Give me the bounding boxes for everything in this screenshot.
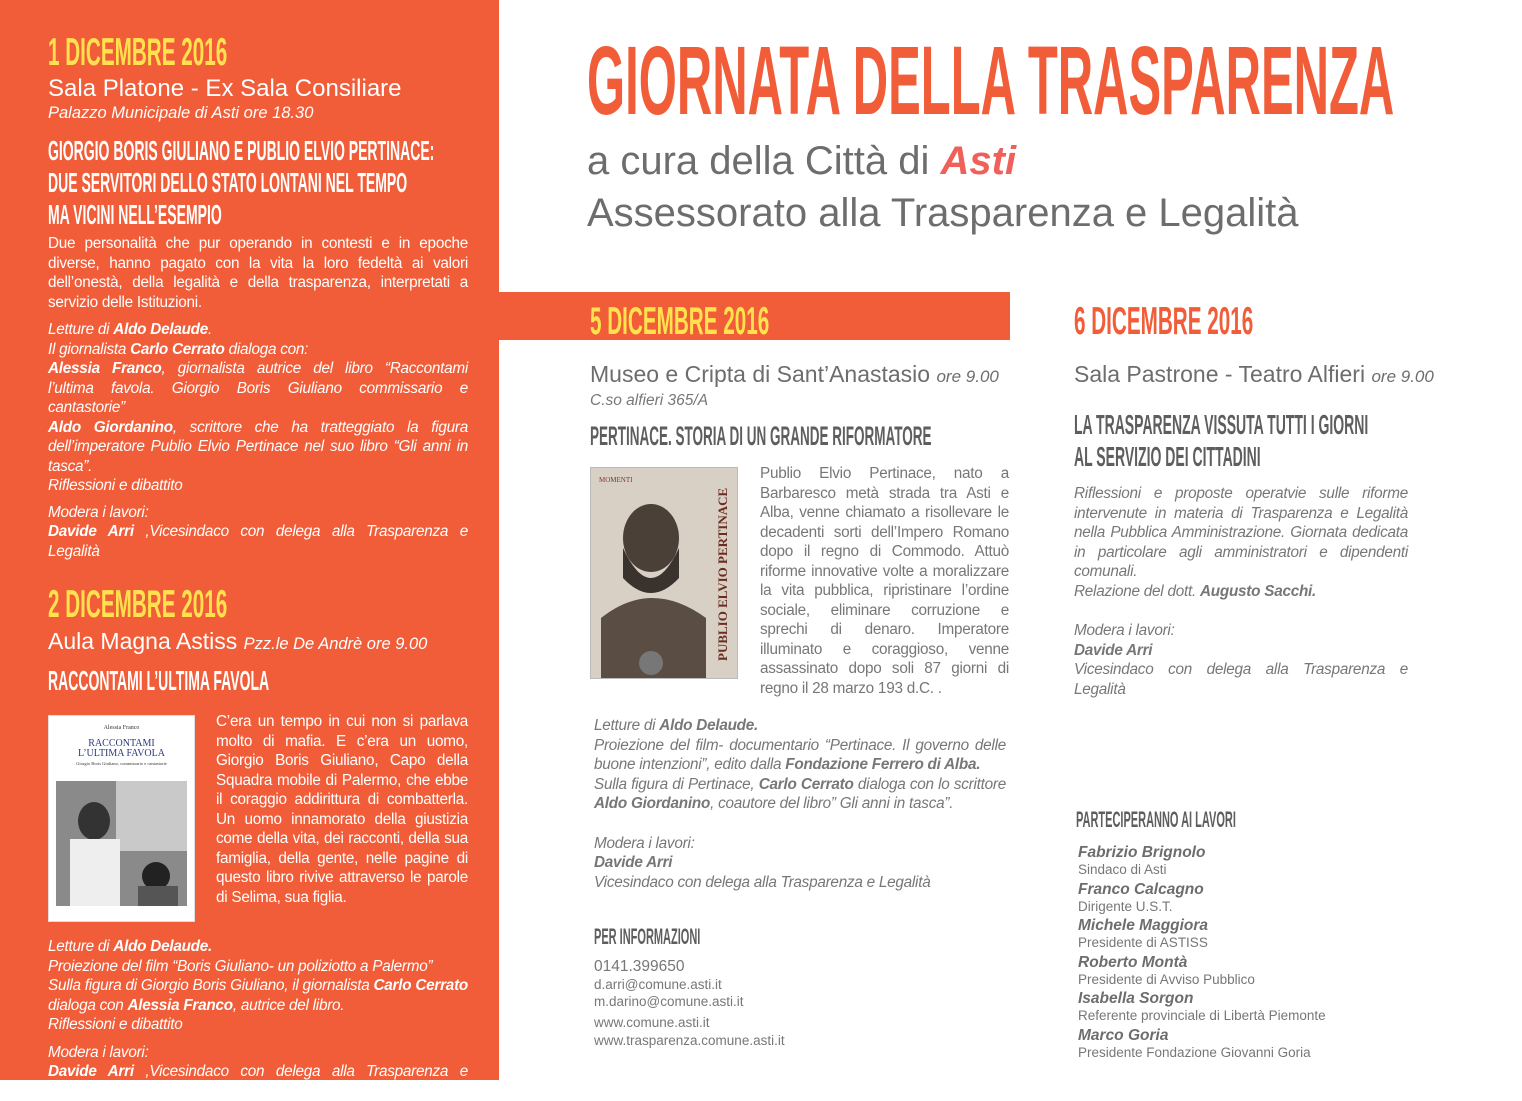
text-run: Riflessioni e proposte operatvie sulle riforme intervenute in materia di Trasparenza e Legalità nella Pubblica Amministrazione. Giornata dedicata in particolare agli amministratori e dipendenti comunali. [1074,485,1408,580]
text-line [48,418,468,477]
text-run: , coautore del libro” Gli anni in tasca”. [710,795,953,812]
header-subtitle [587,138,1016,184]
participant-name: Fabrizio Brignolo [1078,843,1326,862]
book-cover-subtitle: Giorgio Boris Giuliano, commissario e cantastorie [49,761,194,767]
day2-description: C’era un tempo in cui non si parlava molto di mafia. E c’era un uomo, Giorgio Boris Giuliano, Capo della Squadra mobile di Palermo, che ebbe il coraggio addirittura di combatterla. Un uomo innamorato della giustizia come della vita, dei racconti, della sua famiglia, della gente, nelle pagine di questo libro rivive attraverso le parole di Selima, sua figlia. [216,712,468,907]
text-run: Il giornalista [48,341,130,358]
bold-text: Aldo Delaude. [659,717,758,734]
participant-role: Referente provinciale di Libertà Piemonte [1078,1008,1326,1024]
text-run: Vicesindaco con delega alla Trasparenza e Legalità [594,874,930,891]
text-line [1074,484,1408,582]
bold-text: Alessia Franco [48,360,162,377]
bold-text: Aldo Giordanino [48,419,173,436]
text-line [1074,621,1408,641]
text-run: Modera i lavori: [48,1044,149,1061]
day6-venue [1074,360,1434,391]
text-run: Letture di [594,717,659,734]
day5-description: Publio Elvio Pertinace, nato a Barbaresco metà strada tra Asti e Alba, venne chiamato a risollevare le decadenti sorti dell’Impero Romano dopo il regno di Commodo. Attuò riforme innovative volte a moralizzare la vita pubblica, ripristinare l’ordine sociale, eliminare corruzione e sprechi di denaro. Imperatore illuminato e coraggioso, venne assassinato dopo soli 87 giorni di regno il 28 marzo 193 d.C. . [760,464,1009,698]
day5-venue [590,360,999,391]
text-run: Proiezione del film- documentario “Pertinace. Il governo delle buone intenzioni”, edito dalla [594,737,1006,774]
bold-text: Davide Arri [594,854,672,871]
text-line [48,937,468,957]
participant-role: Presidente di ASTISS [1078,935,1326,951]
day6-title [1074,411,1522,475]
day5-time: ore 9.00 [936,367,998,386]
text-run: Sulla figura di Giorgio Boris Giuliano, il giornalista [48,977,374,994]
bold-text: Carlo Cerrato [759,776,854,793]
website-link[interactable]: www.comune.asti.it [594,1014,785,1032]
header-subtitle-text: a cura della Città di [587,139,941,183]
day1-date: 1 DICEMBRE 2016 [48,33,227,72]
text-run: , autrice del libro. [233,997,344,1014]
text-run: dialoga con lo scrittore [854,776,1006,793]
website-link[interactable]: www.trasparenza.comune.asti.it [594,1032,785,1050]
text-line [48,320,468,340]
day2-content-row [48,712,468,922]
participant-role: Dirigente U.S.T. [1078,899,1326,915]
text-line [1074,641,1408,661]
text-run: Riflessioni e dibattito [48,1016,183,1033]
text-line [48,503,468,523]
participants-heading: PARTECIPERANNO AI LAVORI [1076,809,1236,831]
text-run: ,Vicesindaco con delega alla Trasparenza e Legalità [48,1063,468,1100]
text-run: dialoga con: [225,341,309,358]
text-run: Proiezione del film “Boris Giuliano- un poliziotto a Palermo” [48,958,432,975]
info-phone: 0141.399650 [594,957,685,976]
text-run: Letture di [48,321,113,338]
left-column [48,33,468,1101]
day1-details [48,320,468,496]
day1-title-line: DUE SERVITORI DELLO STATO LONTANI NEL TEMPO [48,169,407,197]
day6-details [1074,484,1408,601]
day1-moderator [48,503,468,562]
day6-title-line: AL SERVIZIO DEI CITTADINI [1074,443,1261,471]
text-line [1074,582,1408,602]
participant-item [1078,953,1326,990]
day2-venue-name: Aula Magna Astiss [48,628,237,654]
participants-list [1078,843,1326,1063]
bold-text: Davide Arri [48,523,134,540]
text-run: Modera i lavori: [594,835,695,852]
day2-venue-detail: Pzz.le De Andrè ore 9.00 [244,635,428,653]
text-run: Sulla figura di Pertinace, [594,776,759,793]
day1-title-line: GIORGIO BORIS GIULIANO E PUBLIO ELVIO PERTINACE: [48,137,434,165]
text-line [594,736,1006,775]
participant-role: Sindaco di Asti [1078,862,1326,878]
participant-name: Roberto Montà [1078,953,1326,972]
participant-item [1078,916,1326,953]
info-heading: PER INFORMAZIONI [594,926,700,948]
day5-venue-name: Museo e Cripta di Sant’Anastasio [590,361,930,387]
bold-text: Davide Arri [48,1063,134,1080]
book-cover-title: RACCONTAMI [49,739,194,749]
text-line [48,1043,468,1063]
info-emails [594,976,744,1010]
bold-text: Alessia Franco [128,997,233,1014]
text-run: ,Vicesindaco con delega alla Trasparenza e Legalità [48,523,468,560]
day2-venue [48,627,427,658]
bold-text: Aldo Delaude. [113,938,212,955]
day2-moderator [48,1043,468,1101]
bold-text: Carlo Cerrato [130,341,225,358]
text-line [48,359,468,418]
bold-text: Fondazione Ferrero di Alba. [785,756,980,773]
text-run: Riflessioni e dibattito [48,477,183,494]
bold-text: Davide Arri [1074,642,1152,659]
day5-address: C.so alfieri 365/A [590,392,708,410]
text-line [48,1015,468,1035]
book-cover-photo [56,781,187,906]
day5-details [594,716,1006,814]
text-run: Modera i lavori: [1074,622,1175,639]
email-link[interactable]: m.darino@comune.asti.it [594,993,744,1010]
participant-item [1078,880,1326,917]
participant-item [1078,989,1326,1026]
text-run: . [208,321,212,338]
book-cover-author: Alessia Franco [49,725,194,731]
participant-name: Franco Calcagno [1078,880,1326,899]
right-column [1074,360,1454,1063]
bold-text: Carlo Cerrato [374,977,469,994]
text-line [48,976,468,1015]
day6-title-line: LA TRASPARENZA VISSUTA TUTTI I GIORNI [1074,411,1368,439]
day2-date: 2 DICEMBRE 2016 [48,585,227,624]
text-run: Vicesindaco con delega alla Trasparenza e Legalità [1074,661,1408,698]
email-link[interactable]: d.arri@comune.asti.it [594,976,744,993]
day5-date: 5 DICEMBRE 2016 [590,302,769,341]
day1-place: Palazzo Municipale di Asti ore 18.30 [48,103,313,123]
day6-date: 6 DICEMBRE 2016 [1074,302,1253,341]
center-column [590,360,1009,1050]
day6-venue-name: Sala Pastrone - Teatro Alfieri [1074,361,1365,387]
participant-name: Isabella Sorgon [1078,989,1326,1008]
text-run: Letture di [48,938,113,955]
text-line [1074,660,1408,699]
bold-text: Aldo Giordanino [594,795,710,812]
header-city: Asti [941,139,1017,183]
text-line [594,873,1006,893]
text-line [594,853,1006,873]
bust-image [591,478,716,678]
bold-text: Augusto Sacchi. [1200,583,1316,600]
day1-venue: Sala Platone - Ex Sala Consiliare [48,75,402,103]
day2-title: RACCONTAMI L’ULTIMA FAVOLA [48,667,269,695]
text-run: Relazione del dott. [1074,583,1200,600]
text-run: Modera i lavori: [48,504,149,521]
day1-title-line: MA VICINI NELL’ESEMPIO [48,201,222,229]
bold-text: Aldo Delaude [113,321,208,338]
info-websites [594,1014,785,1050]
header-subtitle-line2: Assessorato alla Trasparenza e Legalità [587,190,1299,236]
day1-description: Due personalità che pur operando in contesti e in epoche diverse, hanno pagato con la vita la loro fedeltà ai valori dell’onestà, della legalità e della trasparenza, interpretati a servizio delle Istituzioni. [48,234,468,312]
text-line [594,716,1006,736]
text-line [48,476,468,496]
day5-moderator [594,834,1006,893]
text-run: dialoga con [48,997,128,1014]
participant-role: Presidente di Avviso Pubblico [1078,972,1326,988]
day2-book-cover [48,715,195,922]
participant-item [1078,1026,1326,1063]
text-line [594,834,1006,854]
day5-book-cover [590,467,738,679]
participant-item [1078,843,1326,880]
day5-title: PERTINACE. STORIA DI UN GRANDE RIFORMATORE [590,423,932,450]
page-title: GIORNATA DELLA TRASPARENZA [587,32,1394,129]
text-line [48,957,468,977]
day6-time: ore 9.00 [1371,367,1433,386]
book-cover-title: L’ULTIMA FAVOLA [49,749,194,759]
book-cover-spine: PUBLIO ELVIO PERTINACE [715,476,733,672]
text-run: , giornalista autrice del libro “Raccontami l’ultima favola. Giorgio Boris Giuliano commissario e cantastorie” [48,360,468,416]
text-line [48,1062,468,1101]
book-cover-series: MOMENTI [599,476,632,484]
participant-name: Marco Goria [1078,1026,1326,1045]
participant-role: Presidente Fondazione Giovanni Goria [1078,1045,1326,1061]
day6-moderator [1074,621,1408,699]
text-line [48,522,468,561]
text-line [594,775,1006,814]
day2-details [48,937,468,1035]
text-line [48,340,468,360]
day5-content-row [590,464,1009,698]
participant-name: Michele Maggiora [1078,916,1326,935]
text-run: , scrittore che ha tratteggiato la figura dell’imperatore Publio Elvio Pertinace nel suo libro “Gli anni in tasca”. [48,419,468,475]
